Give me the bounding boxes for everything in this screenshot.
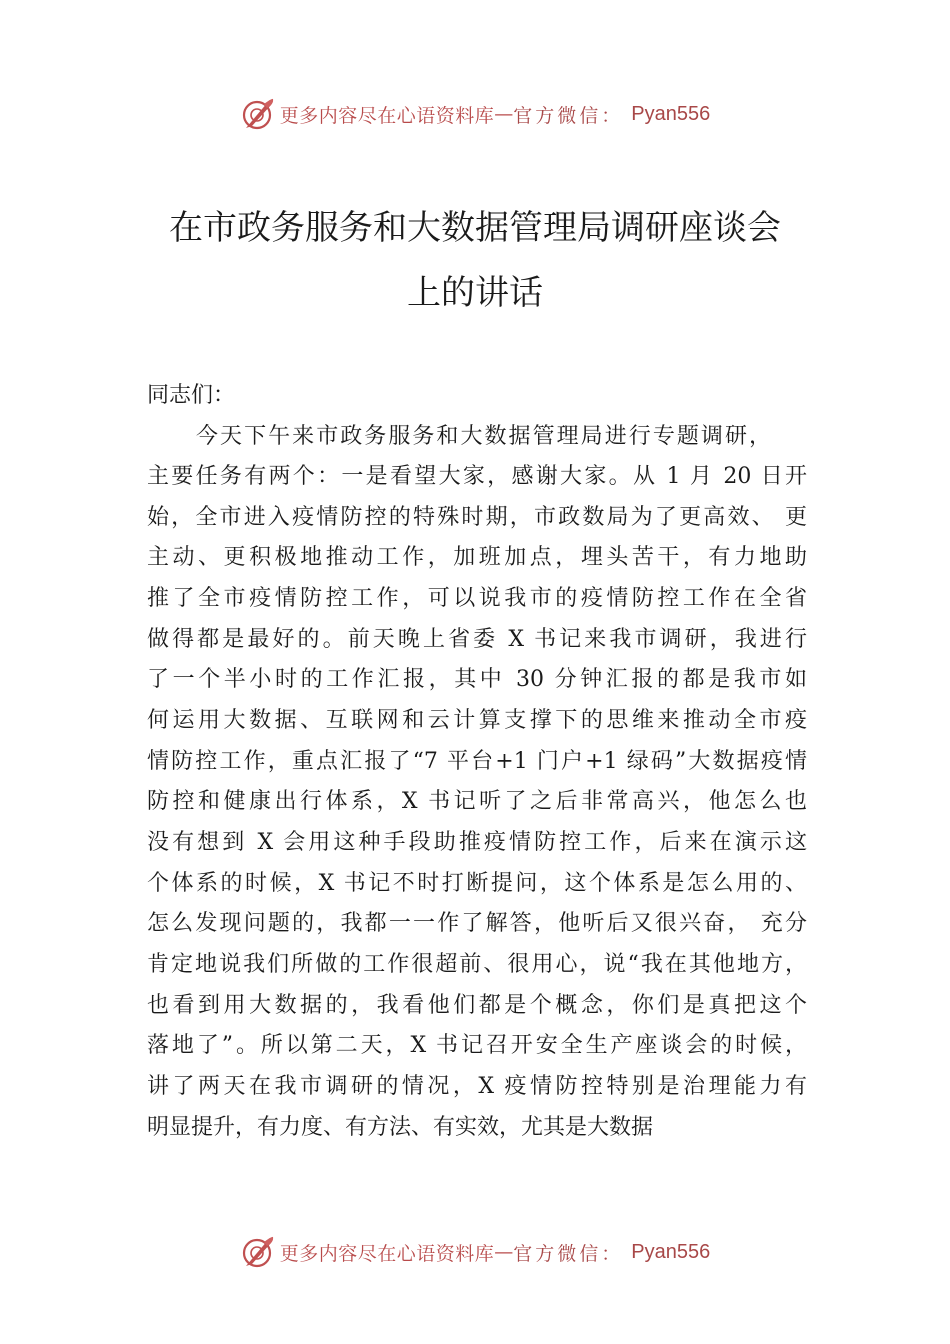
body-line: 何运用大数据、互联网和云计算支撑下的思维来推动全市疫	[147, 708, 807, 733]
salutation: 同志们：	[147, 383, 236, 408]
quill-pen-logo-icon	[240, 96, 276, 132]
body-line: 主要任务有两个：一是看望大家，感谢大家。从 1 月 20 日开	[147, 464, 807, 489]
body-line: 防控和健康出行体系，X 书记听了之后非常高兴，他怎么也	[147, 789, 807, 814]
header-banner	[0, 94, 950, 134]
banner-wechat-id: Pyan556	[631, 1240, 711, 1263]
body-line: 也看到用大数据的，我看他们都是个概念，你们是真把这个	[147, 993, 807, 1018]
banner-wechat-label: 官方微信：	[513, 1242, 624, 1265]
body-line: 没有想到 X 会用这种手段助推疫情防控工作，后来在演示这	[147, 830, 807, 855]
body-line: 主动、更积极地推动工作，加班加点，埋头苦干，有力地助	[147, 545, 807, 570]
document-title-line-1: 在市政务服务和大数据管理局调研座谈会	[169, 208, 781, 248]
footer-banner	[0, 1232, 950, 1272]
banner-brand-text: 更多内容尽在心语资料库	[279, 104, 495, 127]
body-line: 始，全市进入疫情防控的特殊时期，市政数局为了更高效、 更	[147, 505, 807, 530]
body-line: 今天下午来市政务服务和大数据管理局进行专题调研，	[196, 424, 771, 449]
banner-wechat-id: Pyan556	[631, 102, 711, 125]
body-line: 明显提升，有力度、有方法、有实效，尤其是大数据	[147, 1115, 654, 1140]
body-line: 肯定地说我们所做的工作很超前、很用心，说“我在其他地方，	[147, 952, 807, 977]
body-line: 讲了两天在我市调研的情况，X 疫情防控特别是治理能力有	[147, 1074, 807, 1099]
body-line: 个体系的时候，X 书记不时打断提问，这个体系是怎么用的、	[147, 871, 807, 896]
banner-wechat-label: 官方微信：	[513, 104, 624, 127]
document-title-line-2: 上的讲话	[407, 273, 543, 313]
body-line: 落地了”。所以第二天，X 书记召开安全生产座谈会的时候，	[147, 1033, 807, 1058]
banner-dash: —	[494, 1241, 514, 1263]
body-line: 做得都是最好的。前天晚上省委 X 书记来我市调研，我进行	[147, 627, 807, 652]
body-line: 推了全市疫情防控工作，可以说我市的疫情防控工作在全省	[147, 586, 807, 611]
body-line: 怎么发现问题的，我都一一作了解答，他听后又很兴奋， 充分	[147, 911, 807, 936]
body-line: 情防控工作，重点汇报了“7 平台+1 门户+1 绿码”大数据疫情	[147, 749, 807, 774]
banner-brand-text: 更多内容尽在心语资料库	[279, 1242, 495, 1265]
banner-dash: —	[494, 103, 514, 125]
body-line: 了一个半小时的工作汇报，其中 30 分钟汇报的都是我市如	[147, 667, 807, 692]
quill-pen-logo-icon	[240, 1234, 276, 1270]
